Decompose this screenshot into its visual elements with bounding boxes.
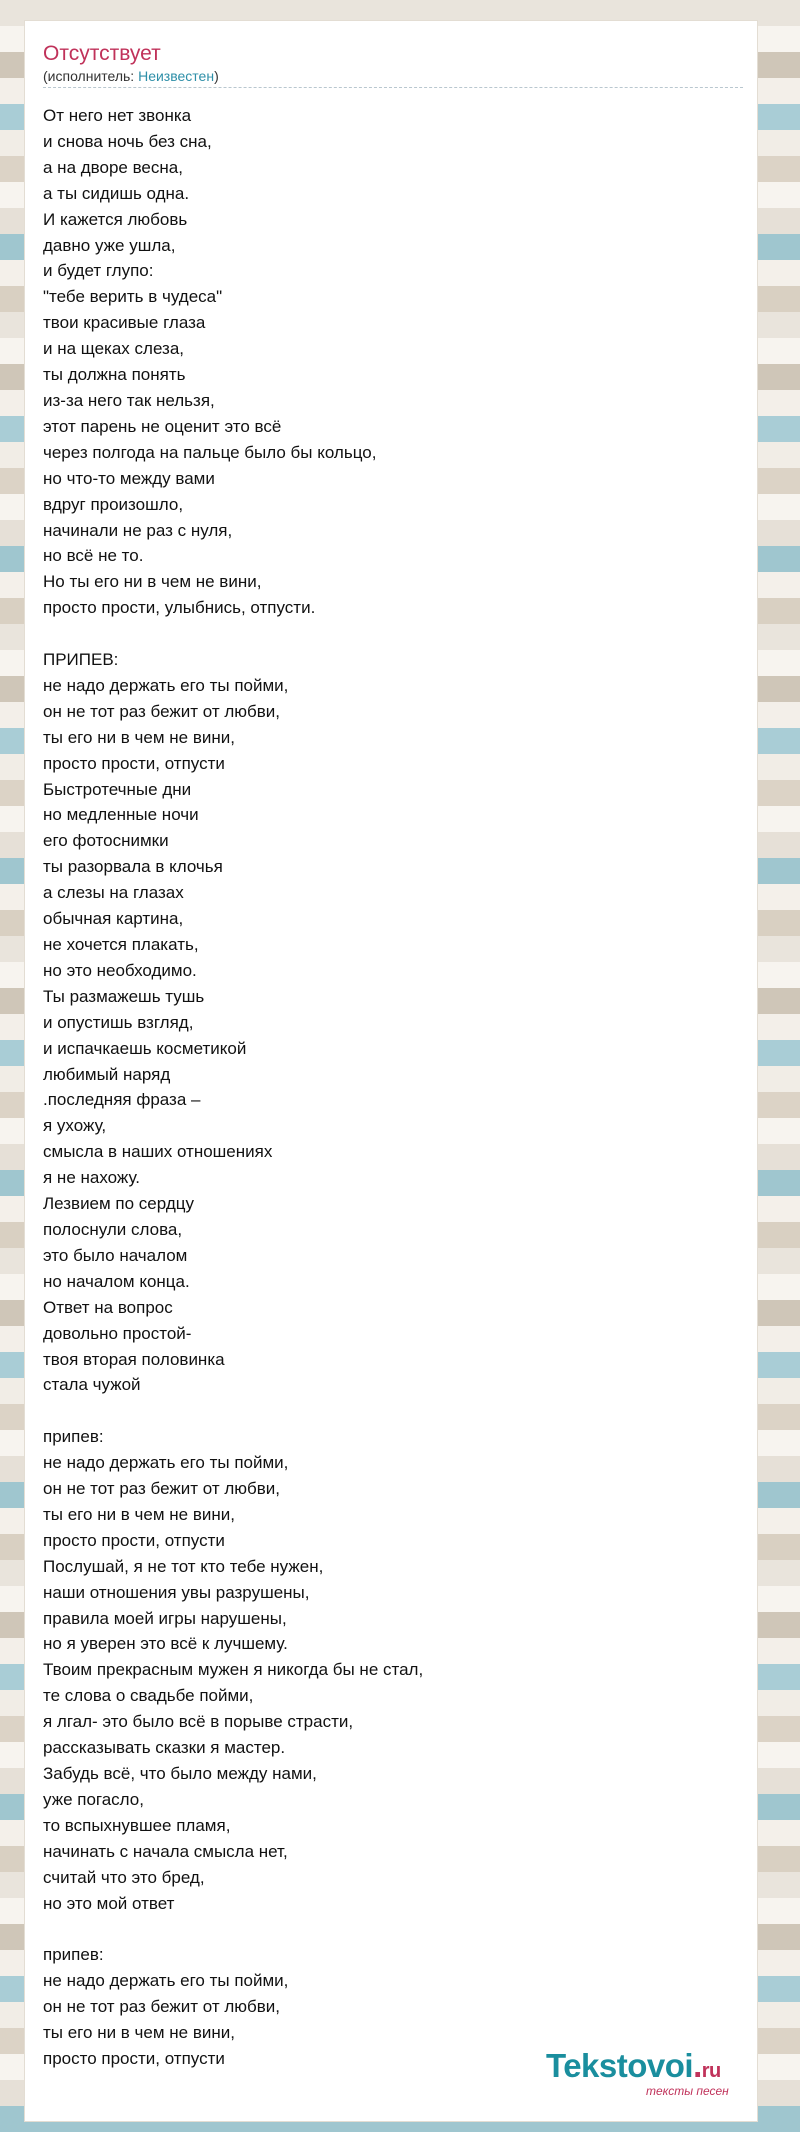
logo-dot: .	[693, 2047, 702, 2084]
logo-word: Tekstovoi	[546, 2047, 694, 2084]
artist-byline	[43, 67, 743, 85]
header-divider	[43, 87, 743, 88]
logo-tld: ru	[701, 2060, 721, 2082]
artist-link[interactable]: Неизвестен	[138, 68, 215, 84]
byline-prefix: (исполнитель:	[43, 68, 139, 84]
lyrics-text: От него нет звонка и снова ночь без сна, а на дворе весна, а ты сидишь одна. И кажется любовь давно уже ушла, и будет глупо: "тебе верить в чудеса" твои красивые глаза и на щеках слеза, ты должна понять из-за него так нельзя, этот парень не оценит это всё через полгода на пальце было бы кольцо, но что-то между вами вдруг произошло, начинали не раз с нуля, но всё не то. Но ты его ни в чем не вини, просто прости, улыбнись, отпусти. ПРИПЕВ: не надо держать его ты пойми, он не тот раз бежит от любви, ты его ни в чем не вини, просто прости, отпусти Быстротечные дни но медленные ночи его фотоснимки ты разорвала в клочья а слезы на глазах обычная картина, не хочется плакать, но это необходимо. Ты размажешь тушь и опустишь взгляд, и испачкаешь косметикой любимый наряд .последняя фраза – я ухожу, смысла в наших отношениях я не нахожу. Лезвием по сердцу полоснули слова, это было началом но началом конца. Ответ на вопрос довольно простой- твоя вторая половинка стала чужой припев: не надо держать его ты пойми, он не тот раз бежит от любви, ты его ни в чем не вини, просто прости, отпусти Послушай, я не тот кто тебе нужен, наши отношения увы разрушены, правила моей игры нарушены, но я уверен это всё к лучшему. Твоим прекрасным мужен я никогда бы не стал, те слова о свадьбе пойми, я лгал- это было всё в порыве страсти, рассказывать сказки я мастер. Забудь всё, что было между нами, уже погасло, то вспыхнувшее пламя, начинать с начала смысла нет, считай что это бред, но это мой ответ припев: не надо держать его ты пойми, он не тот раз бежит от любви, ты его ни в чем не вини, просто прости, отпусти	[43, 106, 424, 2068]
song-header	[43, 41, 743, 88]
song-title: Отсутствует	[43, 42, 161, 65]
lyrics-card	[24, 20, 758, 2122]
logo-tagline: тексты песен	[646, 2084, 729, 2098]
byline-suffix: )	[214, 68, 219, 84]
site-logo[interactable]	[546, 2046, 766, 2106]
